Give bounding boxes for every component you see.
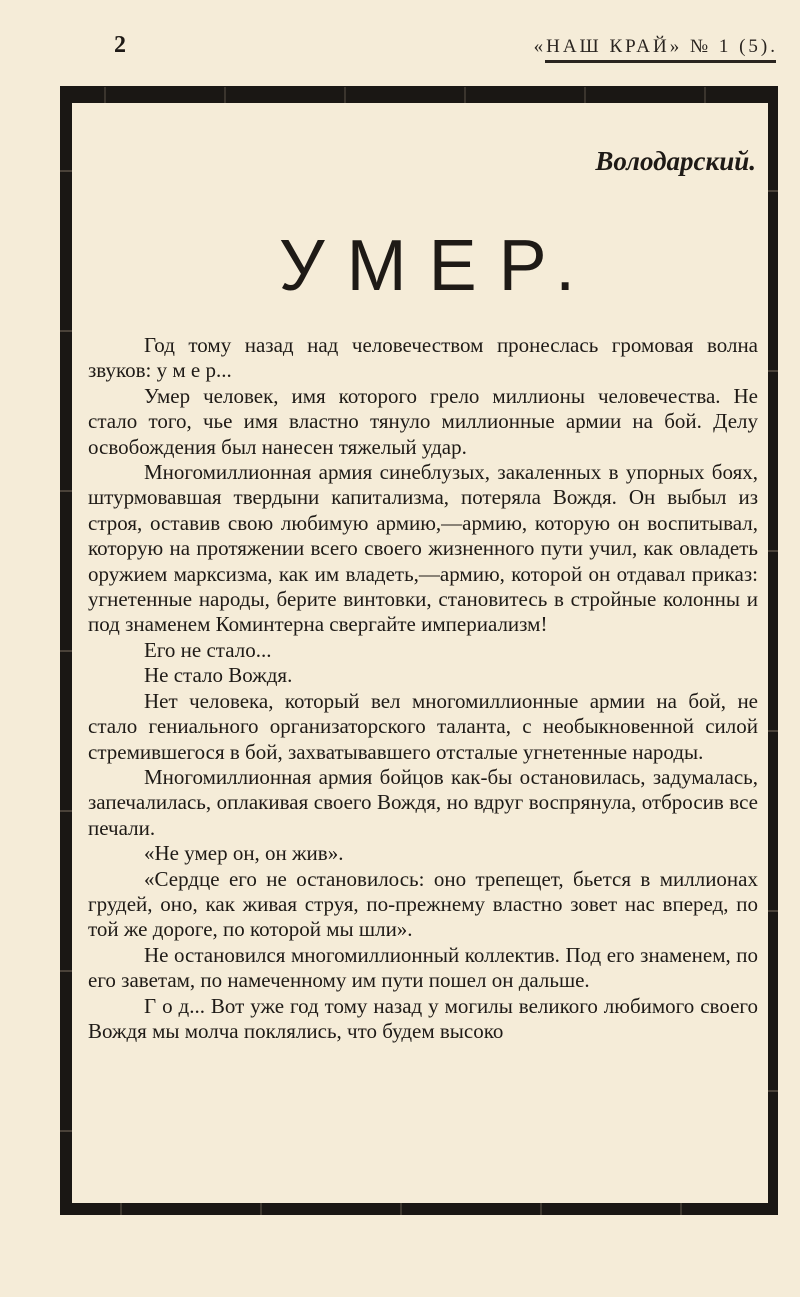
paragraph: Год тому назад над человечеством пронеслась громовая волна звуков: у м е р... bbox=[88, 333, 758, 383]
paragraph: Не остановился многомиллионный коллектив. Под его знаменем, по его заветам, по намеченному им пути пошел он дальше. bbox=[88, 942, 758, 993]
paragraph: Многомиллионная армия бойцов как-бы остановилась, задумалась, запечалилась, оплакивая своего Вождя, но вдруг воспрянула, отбросив все печали. bbox=[88, 764, 758, 840]
paragraph: «Не умер он, он жив». bbox=[144, 841, 344, 866]
frame-bottom-border bbox=[60, 1203, 778, 1215]
paragraph: Многомиллионная армия синеблузых, закаленных в упорных боях, штурмовавшая твердыни капитализма, потеряла Вождя. Он выбыл из строя, оставив свою любимую армию,—армию, которую он воспитывал, которую на протяжении всего своего жизненного пути учил, как овладеть оружием марксизма, как им владеть,—армию, которой он отдавал приказ: угнетенные народы, берите винтовки, становитесь в стройные колонны и под знаменем Коминтерна свергайте империализм! bbox=[88, 460, 758, 637]
paragraph: Г о д... Вот уже год тому назад у могилы великого любимого своего Вождя мы молча поклялись, что будем высоко bbox=[88, 993, 758, 1043]
page-number: 2 bbox=[114, 32, 126, 58]
article-title: УМЕР. bbox=[278, 226, 598, 306]
article bbox=[88, 102, 758, 1044]
paragraph: Не стало Вождя. bbox=[144, 663, 293, 688]
header-rule bbox=[545, 60, 776, 63]
frame-top-border bbox=[60, 86, 778, 103]
paragraph: Нет человека, который вел многомиллионные армии на бой, не стало гениального организаторского таланта, с необыкновенной силой стремившегося в бой, захватывавшего отсталые угнетенные народы. bbox=[88, 688, 758, 764]
running-head: «НАШ КРАЙ» № 1 (5). bbox=[533, 36, 778, 57]
paragraph: Умер человек, имя которого грело миллионы человечества. Не стало того, чье имя властно тянуло миллионные армии на бой. Делу освобождения был нанесен тяжелый удар. bbox=[88, 383, 758, 459]
article-author: Володарский. bbox=[595, 146, 756, 176]
paragraph: Его не стало... bbox=[144, 637, 272, 662]
frame-right-border bbox=[768, 100, 778, 1208]
frame-left-border bbox=[60, 100, 72, 1208]
paragraph: «Сердце его не остановилось: оно трепещет, бьется в миллионах грудей, оно, как живая струя, по-прежнему властно зовет нас вперед, по той же дороге, по которой мы шли». bbox=[88, 866, 758, 942]
article-body bbox=[88, 333, 758, 1044]
